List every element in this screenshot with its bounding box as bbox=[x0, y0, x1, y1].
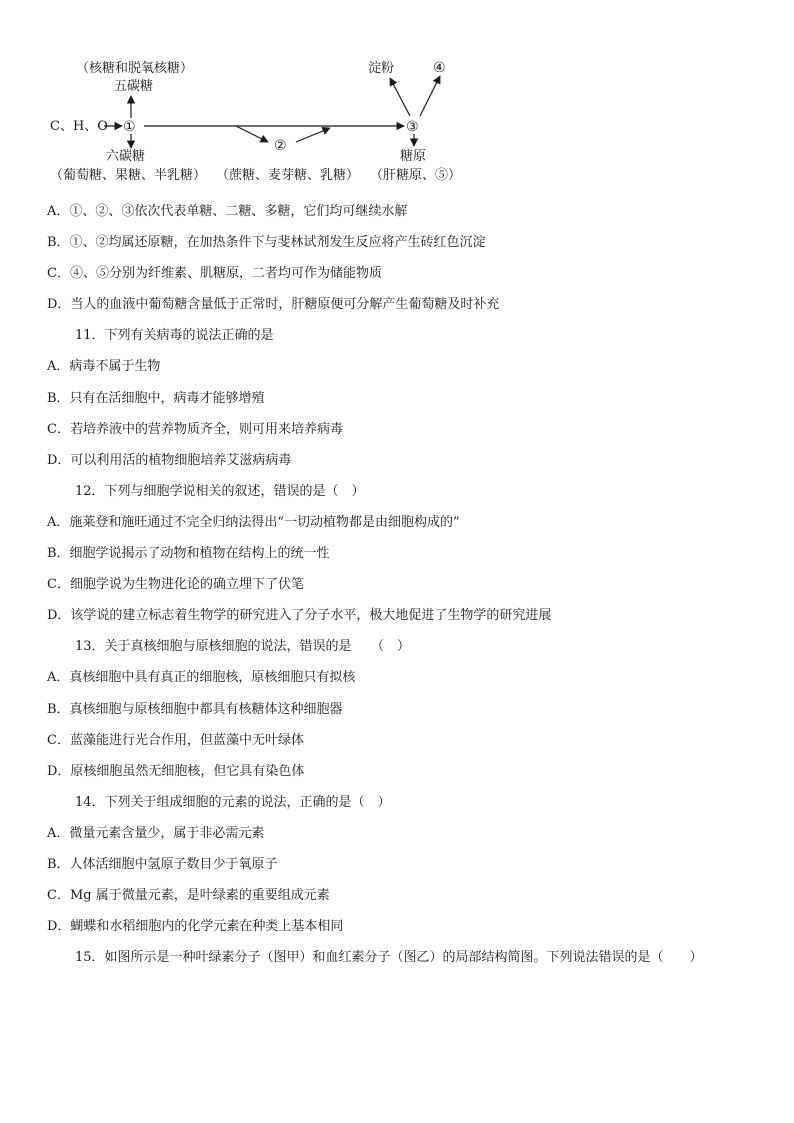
answer-option: D．当人的血液中葡萄糖含量低于正常时，肝糖原便可分解产生葡萄糖及时补充 bbox=[47, 297, 500, 313]
glycogen-examples-label: （肝糖原、⑤） bbox=[370, 168, 462, 183]
node-2-label: ② bbox=[274, 138, 287, 154]
question-stem: 13．关于真核细胞与原核细胞的说法，错误的是 （ ） bbox=[75, 639, 411, 655]
arrow-3-to-starch bbox=[390, 78, 410, 116]
answer-option: C．Mg 属于微量元素，是叶绿素的重要组成元素 bbox=[47, 888, 330, 904]
elements-label: C、H、O bbox=[50, 119, 108, 134]
answer-option: D．该学说的建立标志着生物学的研究进入了分子水平，极大地促进了生物学的研究进展 bbox=[47, 608, 552, 624]
answer-option: D．原核细胞虽然无细胞核，但它具有染色体 bbox=[47, 763, 305, 779]
arrow-to-2 bbox=[236, 126, 268, 142]
answer-option: B．①、②均属还原糖，在加热条件下与斐林试剂发生反应将产生砖红色沉淀 bbox=[47, 235, 486, 251]
question-stem: 12．下列与细胞学说相关的叙述，错误的是（ ） bbox=[75, 483, 365, 499]
answer-option: C．细胞学说为生物进化论的确立埋下了伏笔 bbox=[47, 577, 304, 593]
answer-option: A．病毒不属于生物 bbox=[47, 359, 161, 375]
node-1-label: ① bbox=[123, 119, 136, 135]
answer-option: D．可以利用活的植物细胞培养艾滋病病毒 bbox=[47, 452, 292, 468]
answer-option: B．真核细胞与原核细胞中都具有核糖体这种细胞器 bbox=[47, 701, 343, 717]
answer-option: C．④、⑤分别为纤维素、肌糖原，二者均可作为储能物质 bbox=[47, 266, 382, 282]
answer-option: C．若培养液中的营养物质齐全，则可用来培养病毒 bbox=[47, 421, 343, 437]
question-stem: 15．如图所示是一种叶绿素分子（图甲）和血红素分子（图乙）的局部结构简图。下列说法错误的是（ ） bbox=[75, 950, 703, 966]
arrow-from-2 bbox=[296, 128, 330, 142]
answer-option: D．蝴蝶和水稻细胞内的化学元素在种类上基本相同 bbox=[47, 919, 344, 935]
hexose-examples-label: （葡萄糖、果糖、半乳糖） bbox=[50, 168, 207, 183]
arrow-3-to-4 bbox=[420, 76, 440, 116]
node-3-label: ③ bbox=[406, 119, 419, 135]
question-text-block bbox=[47, 196, 767, 973]
diagram-svg bbox=[40, 48, 480, 188]
disaccharide-examples-label: （蔗糖、麦芽糖、乳糖） bbox=[216, 168, 360, 183]
question-stem: 11．下列有关病毒的说法正确的是 bbox=[75, 328, 274, 344]
answer-option: C．蓝藻能进行光合作用，但蓝藻中无叶绿体 bbox=[47, 732, 304, 748]
pentose-label: 五碳糖 bbox=[114, 79, 154, 94]
question-stem: 14．下列关于组成细胞的元素的说法，正确的是（ ） bbox=[75, 794, 391, 810]
ribose-note-label: （核糖和脱氧核糖） bbox=[76, 61, 194, 76]
sugar-classification-diagram bbox=[40, 48, 480, 188]
answer-option: A．真核细胞中具有真正的细胞核，原核细胞只有拟核 bbox=[47, 670, 356, 686]
answer-option: A．①、②、③依次代表单糖、二糖、多糖，它们均可继续水解 bbox=[47, 204, 408, 219]
answer-option: A．施莱登和施旺通过不完全归纳法得出“一切动植物都是由细胞构成的” bbox=[47, 514, 460, 530]
answer-option: B．人体活细胞中氢原子数目少于氧原子 bbox=[47, 856, 278, 872]
node-4-label: ④ bbox=[433, 60, 446, 76]
starch-label: 淀粉 bbox=[368, 61, 395, 76]
answer-option: B．只有在活细胞中，病毒才能够增殖 bbox=[47, 390, 265, 406]
answer-option: B．细胞学说揭示了动物和植物在结构上的统一性 bbox=[47, 546, 330, 562]
glycogen-label: 糖原 bbox=[400, 149, 427, 164]
hexose-label: 六碳糖 bbox=[106, 149, 146, 164]
answer-option: A．微量元素含量少，属于非必需元素 bbox=[47, 825, 265, 841]
